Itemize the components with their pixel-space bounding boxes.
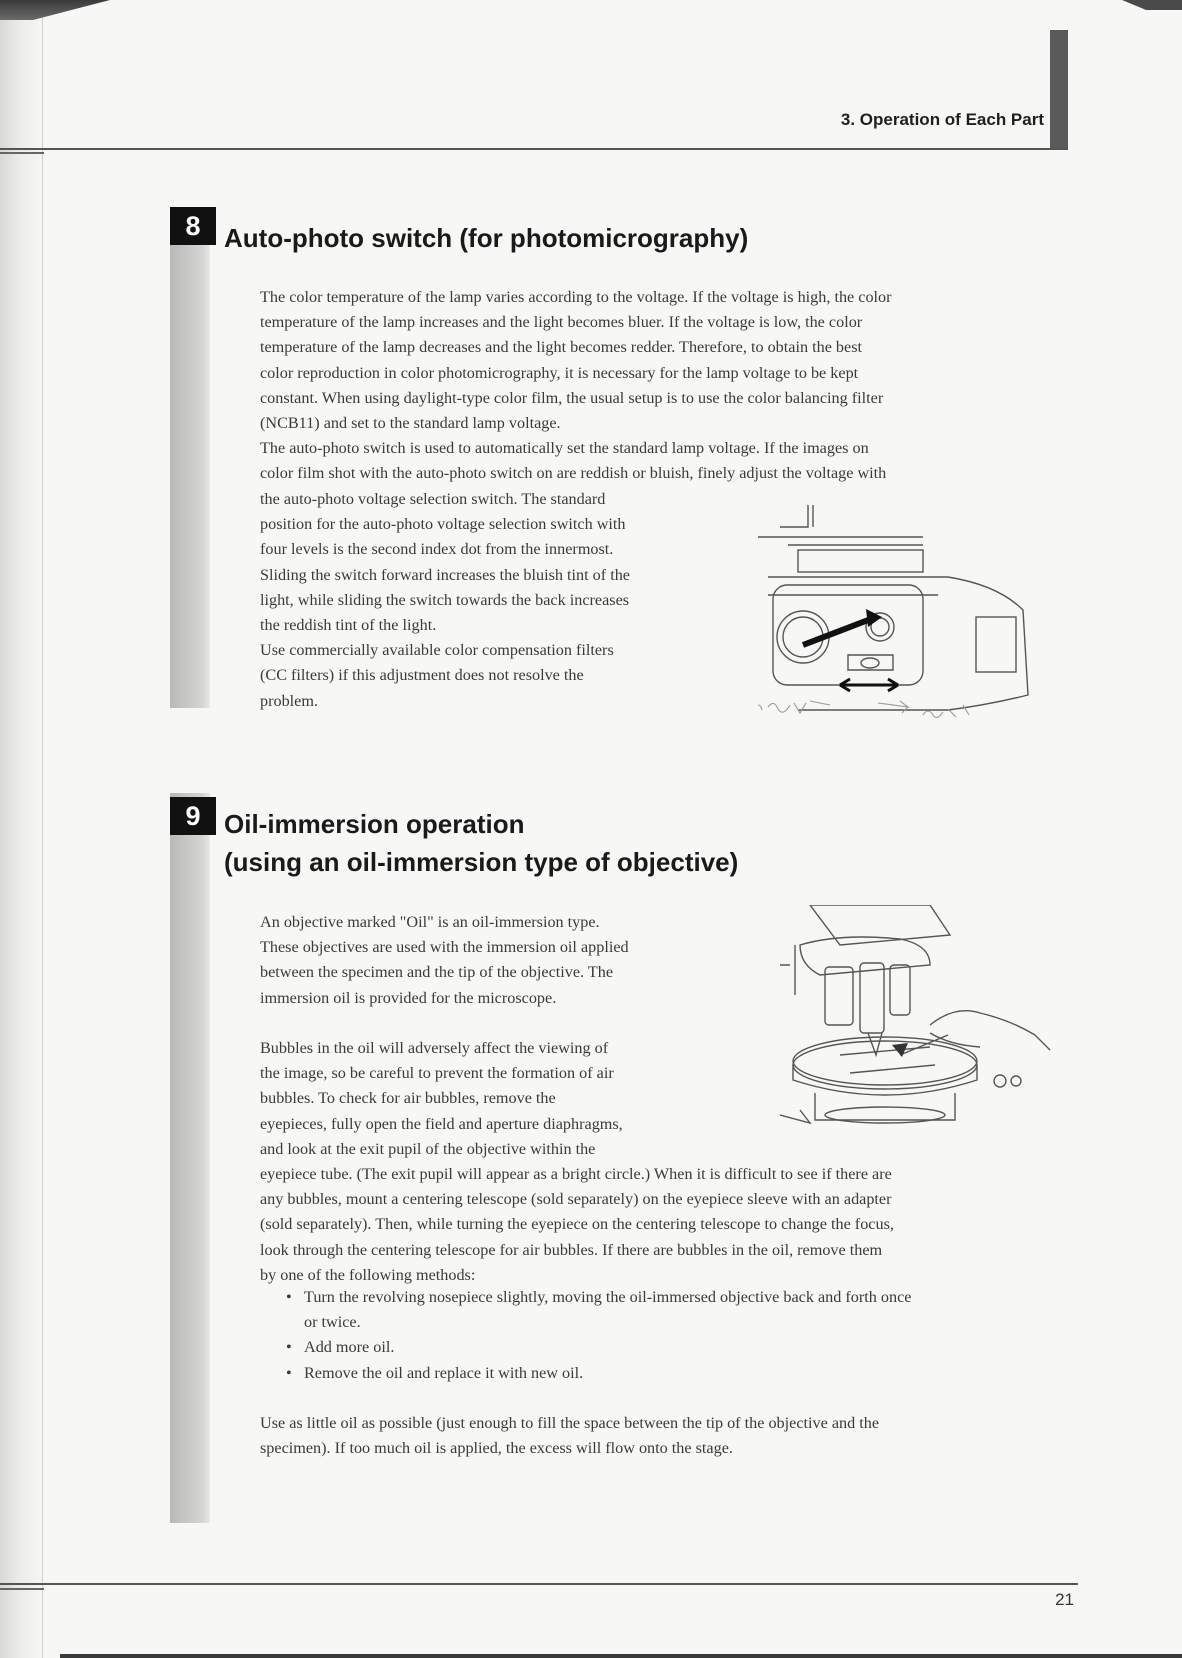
text-line: position for the auto-photo voltage selection switch with	[260, 515, 626, 534]
text-line: the auto-photo voltage selection switch. The standard	[260, 490, 606, 508]
section-8-paragraph-wide	[260, 285, 1070, 487]
text-line: between the specimen and the tip of the objective. The	[260, 963, 614, 982]
text-line: immersion oil is provided for the microscope.	[260, 988, 557, 1007]
section-9-intro	[260, 910, 735, 1011]
list-item-continuation: or twice.	[304, 1313, 361, 1332]
text-line: (NCB11) and set to the standard lamp voltage.	[260, 414, 561, 433]
section-number-badge: 8	[170, 207, 216, 245]
oil-immersion-illustration	[780, 905, 1070, 1130]
text-line: four levels is the second index dot from the innermost.	[260, 540, 614, 559]
text-line: (sold separately). Then, while turning the eyepiece on the centering telescope to change the focus,	[260, 1215, 894, 1234]
text-line: any bubbles, mount a centering telescope (sold separately) on the eyepiece sleeve with an adapter	[260, 1190, 892, 1209]
scan-edge-bottom	[60, 1654, 1182, 1658]
spine-line	[42, 0, 43, 1658]
section-9-title-line1: Oil-immersion operation	[224, 809, 525, 839]
text-line: bubbles. To check for air bubbles, remove the	[260, 1089, 556, 1108]
header-rule	[0, 148, 1068, 150]
scan-edge-top-left	[0, 0, 110, 20]
text-line: constant. When using daylight-type color film, the usual setup is to use the color balancing filter	[260, 388, 884, 407]
auto-photo-switch-illustration	[758, 505, 1068, 750]
section-8-paragraph-narrow	[260, 487, 735, 714]
section-8-sidebar	[170, 208, 210, 708]
text-line: look through the centering telescope for air bubbles. If there are bubbles in the oil, remove them	[260, 1240, 883, 1259]
chapter-tab-marker	[1050, 30, 1068, 150]
text-line: eyepieces, fully open the field and aperture diaphragms,	[260, 1114, 623, 1133]
text-line: problem.	[260, 691, 318, 710]
list-item: • Turn the revolving nosepiece slightly, moving the oil-immersed objective back and forth once	[286, 1288, 912, 1306]
list-item: • Add more oil.	[286, 1338, 395, 1357]
section-number-badge: 9	[170, 797, 216, 835]
text-line: and look at the exit pupil of the objective within the	[260, 1139, 596, 1158]
text-line: (CC filters) if this adjustment does not resolve the	[260, 666, 584, 685]
text-line: the image, so be careful to prevent the formation of air	[260, 1064, 614, 1083]
header-rule-cap	[0, 152, 44, 154]
text-line: by one of the following methods:	[260, 1265, 476, 1284]
text-line: temperature of the lamp increases and the light becomes bluer. If the voltage is low, the color	[260, 313, 863, 332]
text-line: The auto-photo switch is used to automatically set the standard lamp voltage. If the images on	[260, 439, 869, 458]
text-line: color reproduction in color photomicrography, it is necessary for the lamp voltage to be kept	[260, 363, 859, 382]
section-9-title-line2: (using an oil-immersion type of objective)	[224, 847, 739, 877]
text-line: the reddish tint of the light.	[260, 616, 437, 635]
text-line: Use as little oil as possible (just enough to fill the space between the tip of the objective and the	[260, 1414, 880, 1432]
scan-edge-top-right	[1122, 0, 1182, 10]
text-line: Use commercially available color compensation filters	[260, 641, 614, 660]
page-number: 21	[1055, 1590, 1074, 1609]
text-line: Bubbles in the oil will adversely affect the viewing of	[260, 1039, 609, 1057]
section-9-bubbles-narrow	[260, 1036, 735, 1162]
text-line: These objectives are used with the immersion oil applied	[260, 938, 629, 957]
text-line: color film shot with the auto-photo switch on are reddish or bluish, finely adjust the voltage with	[260, 464, 887, 483]
bubble-removal-methods	[284, 1285, 1074, 1386]
running-header: 3. Operation of Each Part	[840, 110, 1044, 129]
text-line: light, while sliding the switch towards the back increases	[260, 590, 630, 609]
list-item: • Remove the oil and replace it with new oil.	[286, 1363, 584, 1382]
page-gutter-shadow	[0, 0, 44, 1658]
section-9-bubbles-wide	[260, 1162, 1070, 1288]
text-line: An objective marked "Oil" is an oil-immersion type.	[260, 913, 600, 931]
section-9-sidebar	[170, 793, 210, 1523]
text-line: Sliding the switch forward increases the bluish tint of the	[260, 565, 630, 584]
text-line: The color temperature of the lamp varies according to the voltage. If the voltage is high, the color	[260, 288, 892, 306]
text-line: temperature of the lamp decreases and the light becomes redder. Therefore, to obtain the best	[260, 338, 862, 357]
footer-rule-cap	[0, 1588, 44, 1590]
text-line: specimen). If too much oil is applied, the excess will flow onto the stage.	[260, 1439, 733, 1458]
text-line: eyepiece tube. (The exit pupil will appear as a bright circle.) When it is difficult to see if there are	[260, 1165, 892, 1183]
section-8-title: Auto-photo switch (for photomicrography)	[224, 223, 749, 253]
footer-rule	[0, 1583, 1078, 1585]
section-9-closing	[260, 1411, 1070, 1461]
